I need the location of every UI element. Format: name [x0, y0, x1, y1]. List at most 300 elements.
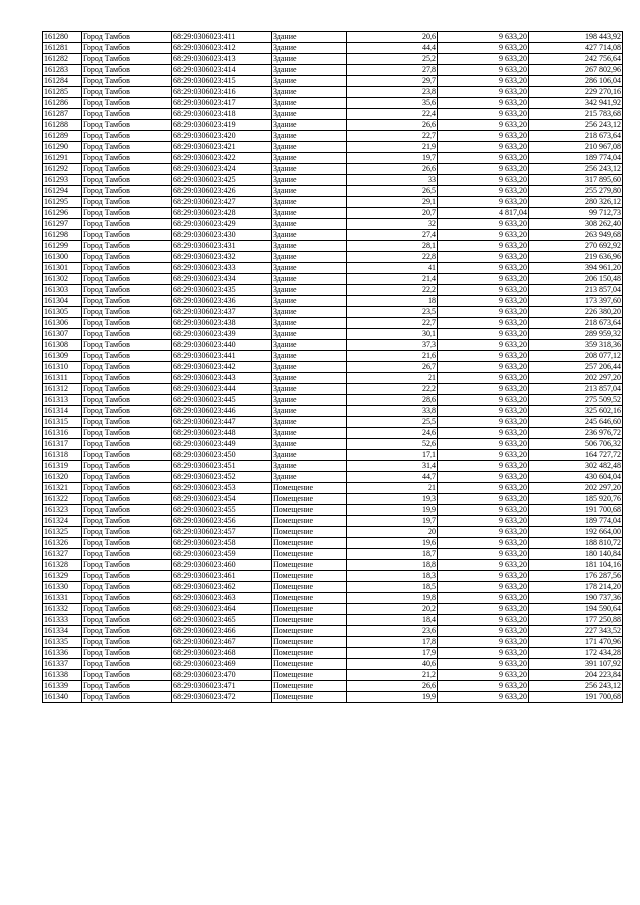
specific-value-cell: 9 633,20: [438, 571, 529, 582]
municipality-cell: Город Тамбов: [82, 417, 172, 428]
table-row: [43, 659, 623, 670]
row-number-cell: 161282: [43, 54, 82, 65]
object-type-cell: Здание: [272, 296, 347, 307]
cadastral-number-cell: 68:29:0306023:424: [172, 164, 272, 175]
specific-value-cell: 9 633,20: [438, 450, 529, 461]
specific-value-cell: 9 633,20: [438, 76, 529, 87]
table-row: [43, 560, 623, 571]
object-type-cell: Здание: [272, 461, 347, 472]
cadastral-number-cell: 68:29:0306023:422: [172, 153, 272, 164]
object-type-cell: Здание: [272, 175, 347, 186]
municipality-cell: Город Тамбов: [82, 43, 172, 54]
area-cell: 26,6: [347, 681, 438, 692]
cadastral-number-cell: 68:29:0306023:419: [172, 120, 272, 131]
municipality-cell: Город Тамбов: [82, 87, 172, 98]
cadastral-value-cell: 180 140,84: [529, 549, 623, 560]
specific-value-cell: 9 633,20: [438, 98, 529, 109]
table-row: [43, 516, 623, 527]
specific-value-cell: 9 633,20: [438, 593, 529, 604]
municipality-cell: Город Тамбов: [82, 109, 172, 120]
municipality-cell: Город Тамбов: [82, 186, 172, 197]
specific-value-cell: 9 633,20: [438, 120, 529, 131]
object-type-cell: Здание: [272, 230, 347, 241]
specific-value-cell: 9 633,20: [438, 263, 529, 274]
object-type-cell: Здание: [272, 32, 347, 43]
table-row: [43, 230, 623, 241]
row-number-cell: 161301: [43, 263, 82, 274]
cadastral-value-cell: 176 287,56: [529, 571, 623, 582]
specific-value-cell: 9 633,20: [438, 65, 529, 76]
area-cell: 18: [347, 296, 438, 307]
specific-value-cell: 9 633,20: [438, 32, 529, 43]
specific-value-cell: 9 633,20: [438, 549, 529, 560]
specific-value-cell: 9 633,20: [438, 175, 529, 186]
row-number-cell: 161332: [43, 604, 82, 615]
municipality-cell: Город Тамбов: [82, 208, 172, 219]
table-row: [43, 626, 623, 637]
cadastral-number-cell: 68:29:0306023:442: [172, 362, 272, 373]
object-type-cell: Помещение: [272, 681, 347, 692]
municipality-cell: Город Тамбов: [82, 175, 172, 186]
object-type-cell: Здание: [272, 76, 347, 87]
cadastral-number-cell: 68:29:0306023:465: [172, 615, 272, 626]
table-row: [43, 648, 623, 659]
row-number-cell: 161339: [43, 681, 82, 692]
row-number-cell: 161322: [43, 494, 82, 505]
area-cell: 26,7: [347, 362, 438, 373]
specific-value-cell: 9 633,20: [438, 648, 529, 659]
cadastral-value-cell: 427 714,08: [529, 43, 623, 54]
row-number-cell: 161299: [43, 241, 82, 252]
cadastral-value-cell: 192 664,00: [529, 527, 623, 538]
object-type-cell: Здание: [272, 65, 347, 76]
area-cell: 44,7: [347, 472, 438, 483]
row-number-cell: 161302: [43, 274, 82, 285]
cadastral-number-cell: 68:29:0306023:446: [172, 406, 272, 417]
object-type-cell: Здание: [272, 153, 347, 164]
row-number-cell: 161318: [43, 450, 82, 461]
row-number-cell: 161288: [43, 120, 82, 131]
area-cell: 22,8: [347, 252, 438, 263]
municipality-cell: Город Тамбов: [82, 32, 172, 43]
object-type-cell: Помещение: [272, 593, 347, 604]
municipality-cell: Город Тамбов: [82, 307, 172, 318]
row-number-cell: 161281: [43, 43, 82, 54]
object-type-cell: Здание: [272, 428, 347, 439]
table-row: [43, 472, 623, 483]
cadastral-value-cell: 256 243,12: [529, 164, 623, 175]
area-cell: 17,9: [347, 648, 438, 659]
object-type-cell: Здание: [272, 186, 347, 197]
area-cell: 21: [347, 373, 438, 384]
row-number-cell: 161324: [43, 516, 82, 527]
area-cell: 28,1: [347, 241, 438, 252]
table-row: [43, 274, 623, 285]
cadastral-number-cell: 68:29:0306023:438: [172, 318, 272, 329]
cadastral-number-cell: 68:29:0306023:427: [172, 197, 272, 208]
cadastral-number-cell: 68:29:0306023:451: [172, 461, 272, 472]
cadastral-number-cell: 68:29:0306023:435: [172, 285, 272, 296]
object-type-cell: Помещение: [272, 538, 347, 549]
object-type-cell: Здание: [272, 98, 347, 109]
object-type-cell: Помещение: [272, 483, 347, 494]
object-type-cell: Здание: [272, 351, 347, 362]
object-type-cell: Здание: [272, 241, 347, 252]
specific-value-cell: 9 633,20: [438, 461, 529, 472]
cadastral-value-cell: 317 895,60: [529, 175, 623, 186]
row-number-cell: 161309: [43, 351, 82, 362]
table-row: [43, 549, 623, 560]
cadastral-number-cell: 68:29:0306023:470: [172, 670, 272, 681]
cadastral-value-cell: 190 737,36: [529, 593, 623, 604]
cadastral-value-cell: 245 646,60: [529, 417, 623, 428]
object-type-cell: Помещение: [272, 582, 347, 593]
area-cell: 22,7: [347, 318, 438, 329]
cadastral-number-cell: 68:29:0306023:459: [172, 549, 272, 560]
cadastral-number-cell: 68:29:0306023:412: [172, 43, 272, 54]
object-type-cell: Здание: [272, 43, 347, 54]
area-cell: 24,6: [347, 428, 438, 439]
cadastral-number-cell: 68:29:0306023:411: [172, 32, 272, 43]
area-cell: 19,6: [347, 538, 438, 549]
cadastral-value-cell: 391 107,92: [529, 659, 623, 670]
object-type-cell: Здание: [272, 219, 347, 230]
municipality-cell: Город Тамбов: [82, 670, 172, 681]
area-cell: 23,5: [347, 307, 438, 318]
object-type-cell: Здание: [272, 54, 347, 65]
table-row: [43, 406, 623, 417]
municipality-cell: Город Тамбов: [82, 197, 172, 208]
cadastral-value-cell: 172 434,28: [529, 648, 623, 659]
table-row: [43, 494, 623, 505]
cadastral-value-cell: 204 223,84: [529, 670, 623, 681]
table-row: [43, 285, 623, 296]
cadastral-value-cell: 178 214,20: [529, 582, 623, 593]
cadastral-value-cell: 256 243,12: [529, 681, 623, 692]
cadastral-value-cell: 213 857,04: [529, 285, 623, 296]
cadastral-value-cell: 229 270,16: [529, 87, 623, 98]
table-row: [43, 395, 623, 406]
object-type-cell: Здание: [272, 274, 347, 285]
specific-value-cell: 9 633,20: [438, 472, 529, 483]
object-type-cell: Помещение: [272, 670, 347, 681]
cadastral-number-cell: 68:29:0306023:425: [172, 175, 272, 186]
object-type-cell: Помещение: [272, 604, 347, 615]
row-number-cell: 161285: [43, 87, 82, 98]
object-type-cell: Здание: [272, 318, 347, 329]
object-type-cell: Здание: [272, 373, 347, 384]
object-type-cell: Здание: [272, 417, 347, 428]
object-type-cell: Помещение: [272, 516, 347, 527]
object-type-cell: Здание: [272, 362, 347, 373]
cadastral-value-cell: 171 470,96: [529, 637, 623, 648]
municipality-cell: Город Тамбов: [82, 131, 172, 142]
table-row: [43, 252, 623, 263]
cadastral-value-cell: 215 783,68: [529, 109, 623, 120]
municipality-cell: Город Тамбов: [82, 263, 172, 274]
object-type-cell: Здание: [272, 252, 347, 263]
cadastral-value-cell: 194 590,64: [529, 604, 623, 615]
object-type-cell: Помещение: [272, 648, 347, 659]
cadastral-value-cell: 185 920,76: [529, 494, 623, 505]
cadastral-number-cell: 68:29:0306023:434: [172, 274, 272, 285]
specific-value-cell: 9 633,20: [438, 230, 529, 241]
cadastral-value-cell: 359 318,36: [529, 340, 623, 351]
specific-value-cell: 9 633,20: [438, 241, 529, 252]
area-cell: 21,6: [347, 351, 438, 362]
area-cell: 20,6: [347, 32, 438, 43]
cadastral-number-cell: 68:29:0306023:416: [172, 87, 272, 98]
object-type-cell: Здание: [272, 142, 347, 153]
object-type-cell: Помещение: [272, 626, 347, 637]
row-number-cell: 161327: [43, 549, 82, 560]
cadastral-number-cell: 68:29:0306023:433: [172, 263, 272, 274]
table-row: [43, 142, 623, 153]
municipality-cell: Город Тамбов: [82, 164, 172, 175]
cadastral-value-cell: 191 700,68: [529, 505, 623, 516]
municipality-cell: Город Тамбов: [82, 329, 172, 340]
table-row: [43, 571, 623, 582]
cadastral-value-cell: 257 206,44: [529, 362, 623, 373]
municipality-cell: Город Тамбов: [82, 461, 172, 472]
area-cell: 25,5: [347, 417, 438, 428]
specific-value-cell: 9 633,20: [438, 626, 529, 637]
cadastral-value-cell: 280 326,12: [529, 197, 623, 208]
cadastral-value-cell: 206 150,48: [529, 274, 623, 285]
cadastral-number-cell: 68:29:0306023:443: [172, 373, 272, 384]
table-row: [43, 538, 623, 549]
cadastral-number-cell: 68:29:0306023:463: [172, 593, 272, 604]
object-type-cell: Помещение: [272, 615, 347, 626]
area-cell: 28,6: [347, 395, 438, 406]
row-number-cell: 161334: [43, 626, 82, 637]
municipality-cell: Город Тамбов: [82, 395, 172, 406]
table-row: [43, 208, 623, 219]
cadastral-value-cell: 189 774,04: [529, 516, 623, 527]
specific-value-cell: 9 633,20: [438, 109, 529, 120]
specific-value-cell: 9 633,20: [438, 252, 529, 263]
municipality-cell: Город Тамбов: [82, 615, 172, 626]
cadastral-number-cell: 68:29:0306023:429: [172, 219, 272, 230]
municipality-cell: Город Тамбов: [82, 142, 172, 153]
area-cell: 23,6: [347, 626, 438, 637]
row-number-cell: 161294: [43, 186, 82, 197]
municipality-cell: Город Тамбов: [82, 351, 172, 362]
specific-value-cell: 9 633,20: [438, 197, 529, 208]
row-number-cell: 161295: [43, 197, 82, 208]
cadastral-number-cell: 68:29:0306023:457: [172, 527, 272, 538]
municipality-cell: Город Тамбов: [82, 318, 172, 329]
cadastral-number-cell: 68:29:0306023:450: [172, 450, 272, 461]
municipality-cell: Город Тамбов: [82, 472, 172, 483]
municipality-cell: Город Тамбов: [82, 428, 172, 439]
municipality-cell: Город Тамбов: [82, 241, 172, 252]
table-row: [43, 428, 623, 439]
cadastral-value-cell: 208 077,12: [529, 351, 623, 362]
table-row: [43, 505, 623, 516]
specific-value-cell: 9 633,20: [438, 406, 529, 417]
cadastral-number-cell: 68:29:0306023:472: [172, 692, 272, 703]
cadastral-number-cell: 68:29:0306023:461: [172, 571, 272, 582]
object-type-cell: Здание: [272, 285, 347, 296]
object-type-cell: Здание: [272, 208, 347, 219]
municipality-cell: Город Тамбов: [82, 65, 172, 76]
municipality-cell: Город Тамбов: [82, 659, 172, 670]
cadastral-value-cell: 202 297,20: [529, 373, 623, 384]
table-row: [43, 450, 623, 461]
table-row: [43, 615, 623, 626]
object-type-cell: Здание: [272, 120, 347, 131]
municipality-cell: Город Тамбов: [82, 604, 172, 615]
municipality-cell: Город Тамбов: [82, 648, 172, 659]
row-number-cell: 161284: [43, 76, 82, 87]
row-number-cell: 161307: [43, 329, 82, 340]
cadastral-number-cell: 68:29:0306023:468: [172, 648, 272, 659]
row-number-cell: 161286: [43, 98, 82, 109]
cadastral-number-cell: 68:29:0306023:448: [172, 428, 272, 439]
specific-value-cell: 9 633,20: [438, 43, 529, 54]
municipality-cell: Город Тамбов: [82, 549, 172, 560]
specific-value-cell: 9 633,20: [438, 153, 529, 164]
municipality-cell: Город Тамбов: [82, 483, 172, 494]
area-cell: 20: [347, 527, 438, 538]
row-number-cell: 161289: [43, 131, 82, 142]
table-row: [43, 670, 623, 681]
object-type-cell: Здание: [272, 450, 347, 461]
specific-value-cell: 9 633,20: [438, 274, 529, 285]
area-cell: 41: [347, 263, 438, 274]
area-cell: 21,4: [347, 274, 438, 285]
table-row: [43, 186, 623, 197]
municipality-cell: Город Тамбов: [82, 120, 172, 131]
area-cell: 18,8: [347, 560, 438, 571]
row-number-cell: 161321: [43, 483, 82, 494]
table-row: [43, 120, 623, 131]
area-cell: 29,1: [347, 197, 438, 208]
area-cell: 19,9: [347, 692, 438, 703]
table-row: [43, 263, 623, 274]
cadastral-value-cell: 263 949,68: [529, 230, 623, 241]
area-cell: 31,4: [347, 461, 438, 472]
table-row: [43, 384, 623, 395]
table-row: [43, 98, 623, 109]
row-number-cell: 161298: [43, 230, 82, 241]
area-cell: 27,8: [347, 65, 438, 76]
table-row: [43, 362, 623, 373]
municipality-cell: Город Тамбов: [82, 373, 172, 384]
specific-value-cell: 9 633,20: [438, 329, 529, 340]
cadastral-number-cell: 68:29:0306023:444: [172, 384, 272, 395]
object-type-cell: Здание: [272, 384, 347, 395]
cadastral-value-cell: 394 961,20: [529, 263, 623, 274]
cadastral-number-cell: 68:29:0306023:445: [172, 395, 272, 406]
municipality-cell: Город Тамбов: [82, 593, 172, 604]
table-row: [43, 582, 623, 593]
specific-value-cell: 9 633,20: [438, 351, 529, 362]
cadastral-value-cell: 270 692,92: [529, 241, 623, 252]
specific-value-cell: 9 633,20: [438, 494, 529, 505]
row-number-cell: 161297: [43, 219, 82, 230]
cadastral-number-cell: 68:29:0306023:466: [172, 626, 272, 637]
cadastral-number-cell: 68:29:0306023:439: [172, 329, 272, 340]
cadastral-value-cell: 227 343,52: [529, 626, 623, 637]
municipality-cell: Город Тамбов: [82, 384, 172, 395]
object-type-cell: Здание: [272, 329, 347, 340]
object-type-cell: Помещение: [272, 571, 347, 582]
table-row: [43, 307, 623, 318]
specific-value-cell: 9 633,20: [438, 285, 529, 296]
row-number-cell: 161303: [43, 285, 82, 296]
table-row: [43, 351, 623, 362]
cadastral-value-cell: 188 810,72: [529, 538, 623, 549]
row-number-cell: 161326: [43, 538, 82, 549]
municipality-cell: Город Тамбов: [82, 505, 172, 516]
specific-value-cell: 9 633,20: [438, 307, 529, 318]
object-type-cell: Помещение: [272, 549, 347, 560]
cadastral-number-cell: 68:29:0306023:460: [172, 560, 272, 571]
area-cell: 19,3: [347, 494, 438, 505]
cadastral-value-cell: 275 509,52: [529, 395, 623, 406]
row-number-cell: 161340: [43, 692, 82, 703]
municipality-cell: Город Тамбов: [82, 219, 172, 230]
table-row: [43, 32, 623, 43]
cadastral-number-cell: 68:29:0306023:417: [172, 98, 272, 109]
cadastral-value-cell: 213 857,04: [529, 384, 623, 395]
area-cell: 44,4: [347, 43, 438, 54]
object-type-cell: Помещение: [272, 560, 347, 571]
specific-value-cell: 9 633,20: [438, 164, 529, 175]
row-number-cell: 161280: [43, 32, 82, 43]
table-row: [43, 340, 623, 351]
cadastral-number-cell: 68:29:0306023:441: [172, 351, 272, 362]
row-number-cell: 161305: [43, 307, 82, 318]
municipality-cell: Город Тамбов: [82, 516, 172, 527]
row-number-cell: 161283: [43, 65, 82, 76]
table-row: [43, 461, 623, 472]
municipality-cell: Город Тамбов: [82, 681, 172, 692]
municipality-cell: Город Тамбов: [82, 527, 172, 538]
area-cell: 19,9: [347, 505, 438, 516]
area-cell: 20,2: [347, 604, 438, 615]
table-row: [43, 241, 623, 252]
cadastral-value-cell: 242 756,64: [529, 54, 623, 65]
cadastral-number-cell: 68:29:0306023:455: [172, 505, 272, 516]
row-number-cell: 161315: [43, 417, 82, 428]
municipality-cell: Город Тамбов: [82, 560, 172, 571]
table-row: [43, 219, 623, 230]
cadastral-value-cell: 177 250,88: [529, 615, 623, 626]
cadastral-number-cell: 68:29:0306023:430: [172, 230, 272, 241]
municipality-cell: Город Тамбов: [82, 296, 172, 307]
table-row: [43, 637, 623, 648]
specific-value-cell: 9 633,20: [438, 373, 529, 384]
cadastral-number-cell: 68:29:0306023:436: [172, 296, 272, 307]
specific-value-cell: 9 633,20: [438, 615, 529, 626]
row-number-cell: 161316: [43, 428, 82, 439]
row-number-cell: 161306: [43, 318, 82, 329]
cadastral-number-cell: 68:29:0306023:464: [172, 604, 272, 615]
table-row: [43, 318, 623, 329]
specific-value-cell: 9 633,20: [438, 637, 529, 648]
specific-value-cell: 9 633,20: [438, 87, 529, 98]
area-cell: 18,5: [347, 582, 438, 593]
area-cell: 21,2: [347, 670, 438, 681]
table-row: [43, 527, 623, 538]
row-number-cell: 161335: [43, 637, 82, 648]
table-row: [43, 153, 623, 164]
cadastral-value-cell: 325 602,16: [529, 406, 623, 417]
cadastral-number-cell: 68:29:0306023:462: [172, 582, 272, 593]
